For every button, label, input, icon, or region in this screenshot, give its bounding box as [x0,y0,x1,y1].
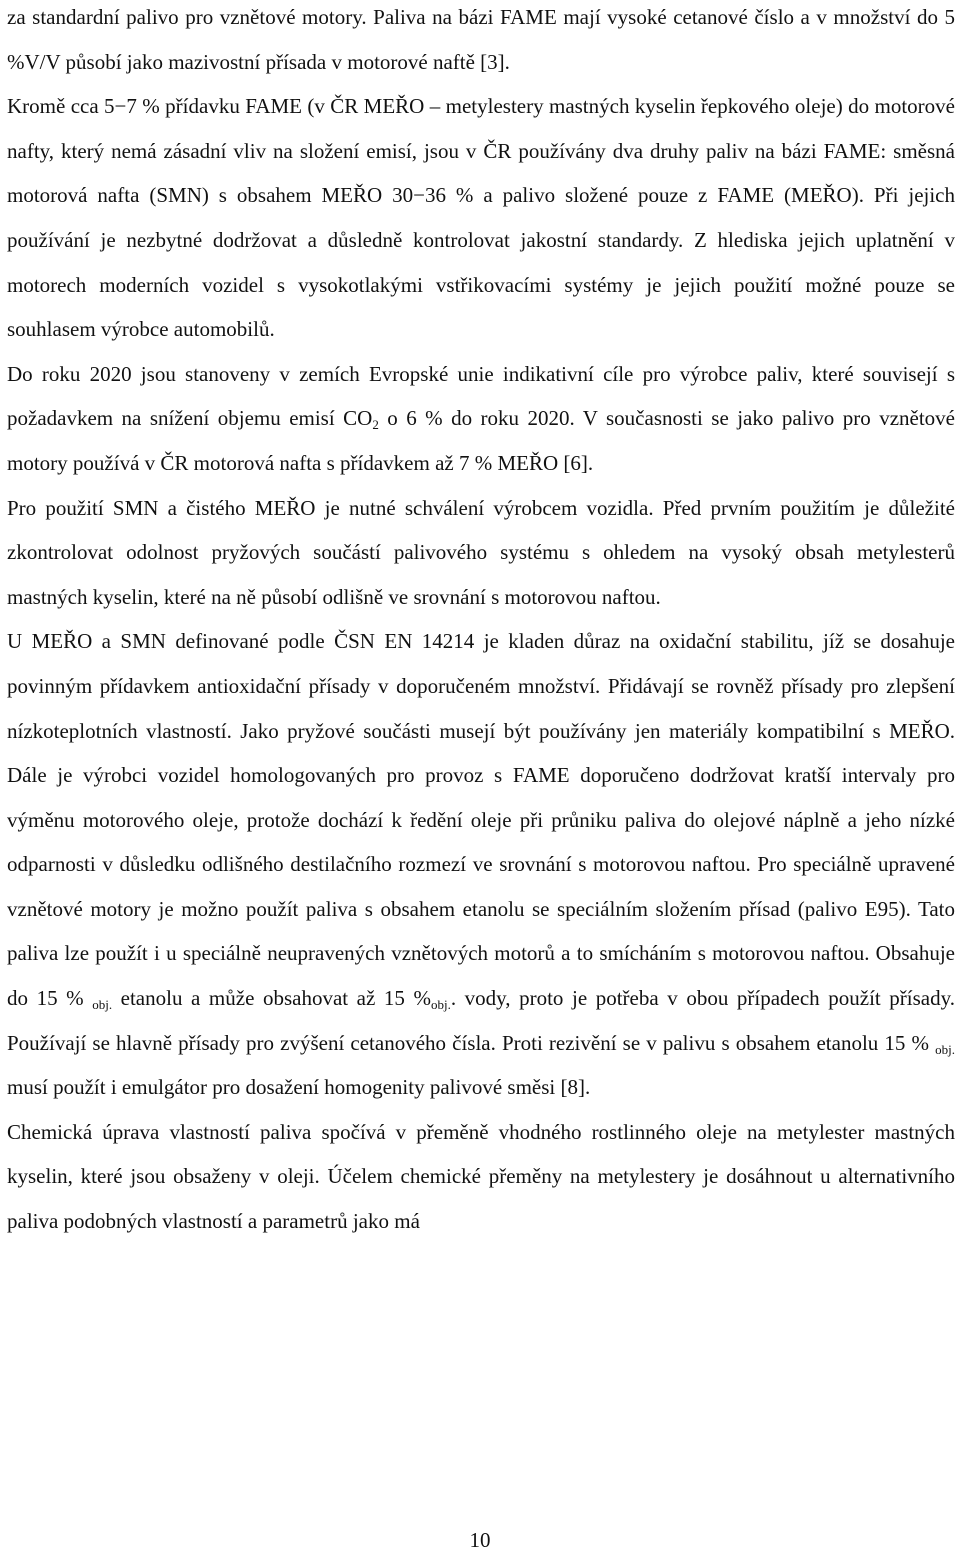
subscript: obj. [935,1041,955,1057]
paragraph-text: . vody, proto je potřeba v obou případech použít přísady. Používají se hlavně přísady pro zvýšení cetanového čísla. Proti rezivění se v palivu s obsahem etanolu 15 % [7,986,956,1055]
paragraph-text: Do roku 2020 jsou stanoveny v zemích Evropské unie indikativní cíle pro výrobce paliv, které souvisejí s požadavkem na snížení objemu emisí CO [7,361,955,431]
paragraph [7,352,955,486]
document-page [7,0,955,1244]
subscript: 2 [372,417,379,433]
paragraph-text: Chemická úprava vlastností paliva spočívá v přeměně vhodného rostlinného oleje na metylester mastných kyselin, které jsou obsaženy v oleji. Účelem chemické přeměny na metylestery je dosáhnout u alternativního paliva podobných vlastností a parametrů jako má [7,1119,955,1234]
paragraph [7,0,955,84]
paragraph-text: U MEŘO a SMN definované podle ČSN EN 14214 je kladen důraz na oxidační stabilitu, jíž se dosahuje povinným přídavkem antioxidační přísady v doporučeném množství. Přidávají se rovněž přísady pro zlepšení nízkoteplotních vlastností. Jako pryžové součásti musejí být používány jen materiály kompatibilní s MEŘO. Dále je výrobci vozidel homologovaných pro provoz s FAME doporučeno dodržovat kratší intervaly pro výměnu motorového oleje, protože dochází k ředění oleje při průniku paliva do olejové náplně a jeho nízké odparnosti v důsledku odlišného destilačního rozmezí ve srovnání s motorovou naftou. Pro speciálně upravené vznětové motory je možno použít paliva s obsahem etanolu se speciálním složením přísad (palivo E95). Tato paliva lze použít i u speciálně neupravených vznětových motorů a to smícháním s motorovou naftou. Obsahuje do 15 % [7,629,955,1011]
page-number: 10 [469,1528,491,1552]
subscript: obj. [430,997,451,1013]
paragraph-text: musí použít i emulgátor pro dosažení homogenity palivové směsi [8]. [7,1075,591,1100]
paragraph [7,1110,955,1244]
paragraph-text: etanolu a může obsahovat až 15 % [112,986,431,1011]
paragraph [7,619,955,1110]
paragraph [7,84,955,352]
paragraph-text: o 6 % do roku 2020. V současnosti se jako palivo pro vznětové motory používá v ČR motorová nafta s přídavkem až 7 % MEŘO [6]. [7,406,955,475]
paragraph-text: Pro použití SMN a čistého MEŘO je nutné schválení výrobcem vozidla. Před prvním použitím je důležité zkontrolovat odolnost pryžových součástí palivového systému s ohledem na vysoký obsah metylesterů mastných kyselin, které na ně působí odlišně ve srovnání s motorovou naftou. [7,495,955,609]
paragraph [7,486,955,620]
paragraph-text: Kromě cca 5−7 % přídavku FAME (v ČR MEŘO – metylestery mastných kyselin řepkového oleje) do motorové nafty, který nemá zásadní vliv na složení emisí, jsou v ČR používány dva druhy paliv na bázi FAME: směsná motorová nafta (SMN) s obsahem MEŘO 30−36 % a palivo složené pouze z FAME (MEŘO). Při jejich používání je nezbytné dodržovat a důsledně kontrolovat jakostní standardy. Z hlediska jejich uplatnění v motorech moderních vozidel s vysokotlakými vstřikovacími systémy je jejich použití možné pouze se souhlasem výrobce automobilů. [7,94,955,342]
subscript: obj. [92,997,113,1013]
paragraph-text: za standardní palivo pro vznětové motory. Paliva na bázi FAME mají vysoké cetanové číslo a v množství do 5 %V/V působí jako mazivostní přísada v motorové naftě [3]. [7,5,955,74]
